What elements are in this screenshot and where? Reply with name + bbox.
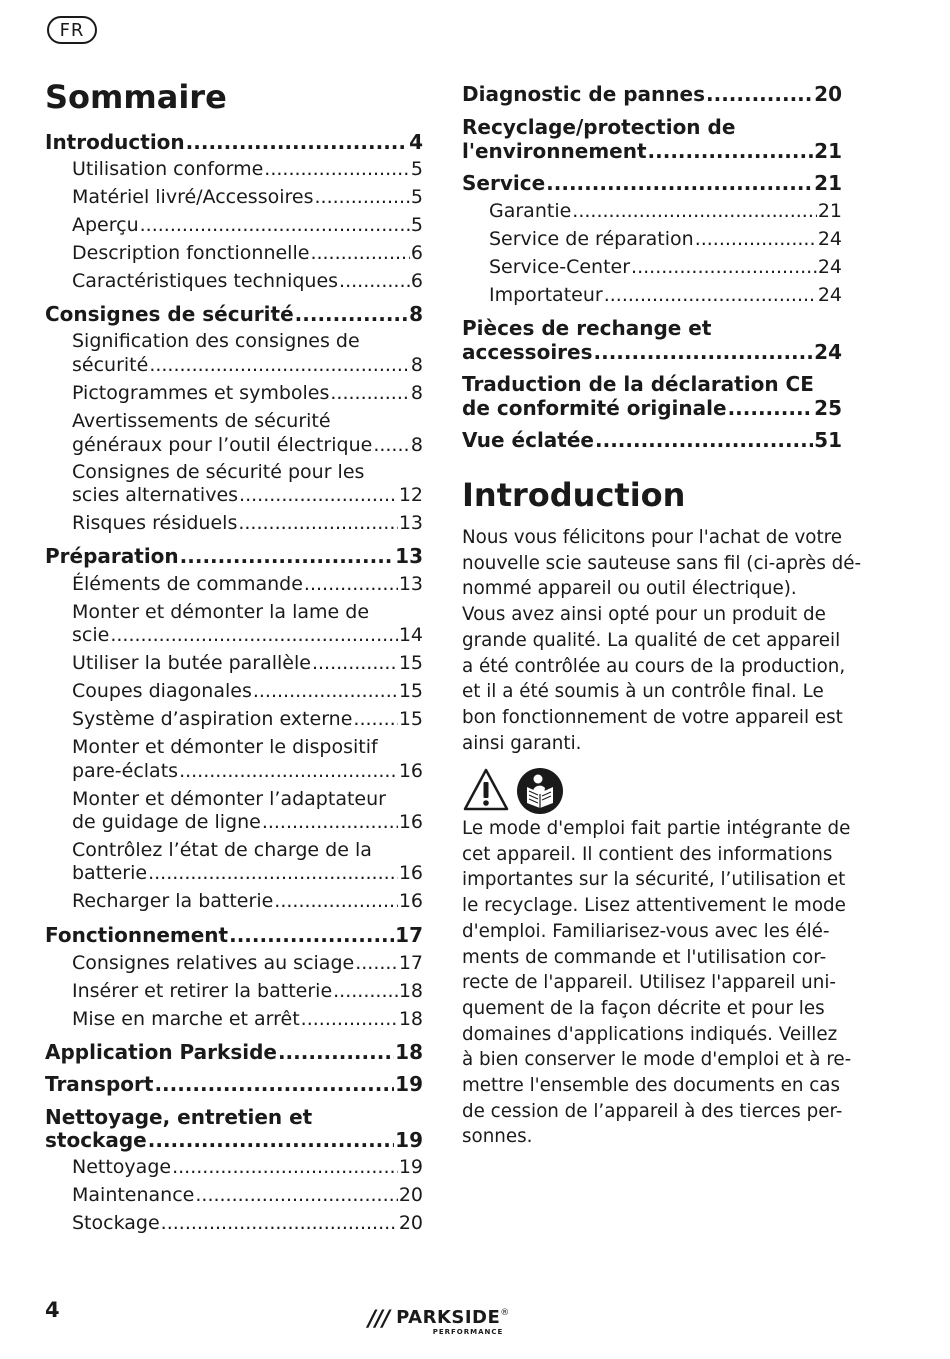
- text-line: domaines d'applications indiqués. Veillez: [462, 1023, 838, 1045]
- parkside-logo: [368, 1308, 509, 1337]
- toc-entry-lame[interactable]: scie ..... 14: [72, 624, 423, 646]
- logo-slashes: ///: [368, 1307, 390, 1332]
- toc-entry-elements[interactable]: Éléments de commande ..... 13: [72, 573, 423, 595]
- toc-entry-etat[interactable]: batterie ..... 16: [72, 862, 423, 884]
- toc-entry-scies[interactable]: scies alternatives ..... 12: [72, 484, 423, 506]
- toc-entry-materiel[interactable]: Matériel livré/Accessoires ..... 5: [72, 186, 423, 208]
- toc-entry-stockage[interactable]: Stockage ..... 20: [72, 1212, 423, 1234]
- introduction-paragraph-1: [462, 525, 862, 756]
- toc-entry-butee[interactable]: Utiliser la butée parallèle ..... 15: [72, 652, 423, 674]
- toc-title: Sommaire: [45, 78, 227, 116]
- text-line: nouvelle scie sauteuse sans fil (ci-après dé-: [462, 552, 862, 574]
- logo-brand: PARKSIDE: [396, 1307, 501, 1328]
- text-line: d'emploi. Familiarisez-vous avec les élé-: [462, 920, 830, 942]
- toc-entry-etat-line1: Contrôlez l’état de charge de la: [72, 839, 372, 861]
- toc-entry-lame-line1: Monter et démonter la lame de: [72, 601, 370, 623]
- toc-entry-fonctionnement[interactable]: Fonctionnement ..... 17: [45, 923, 423, 947]
- toc-entry-diagnostic[interactable]: Diagnostic de pannes ..... 20: [462, 82, 842, 106]
- text-line: Vous avez ainsi opté pour un produit de: [462, 604, 826, 626]
- toc-entry-adaptateur-line1: Monter et démonter l’adaptateur: [72, 788, 386, 810]
- toc-entry-signification-line1: Signification des consignes de: [72, 330, 360, 352]
- toc-entry-service[interactable]: Service ..... 21: [462, 171, 842, 195]
- toc-entry-marche[interactable]: Mise en marche et arrêt ..... 18: [72, 1008, 423, 1030]
- toc-entry-utilisation[interactable]: Utilisation conforme ..... 5: [72, 158, 423, 180]
- language-badge: FR: [47, 16, 97, 44]
- toc-entry-garantie[interactable]: Garantie ..... 21: [489, 200, 842, 222]
- toc-entry-vue[interactable]: Vue éclatée ..... 51: [462, 428, 842, 452]
- text-line: grande qualité. La qualité de cet appareil: [462, 629, 841, 651]
- toc-entry-pareeclats[interactable]: pare-éclats ..... 16: [72, 760, 423, 782]
- read-manual-icon: [516, 767, 564, 815]
- text-line: à bien conserver le mode d'emploi et à re-: [462, 1049, 852, 1071]
- toc-entry-description[interactable]: Description fonctionnelle ..... 6: [72, 242, 423, 264]
- warning-triangle-icon: [462, 767, 510, 813]
- toc-entry-sciage[interactable]: Consignes relatives au sciage ..... 17: [72, 952, 423, 974]
- logo-registered-mark: ®: [500, 1308, 510, 1318]
- introduction-paragraph-2: [462, 816, 852, 1150]
- text-line: ainsi garanti.: [462, 732, 582, 754]
- toc-entry-signification[interactable]: sécurité ..... 8: [72, 354, 423, 376]
- toc-entry-avertissements-line1: Avertissements de sécurité: [72, 410, 331, 432]
- toc-entry-pareeclats-line1: Monter et démonter le dispositif: [72, 736, 378, 758]
- safety-icons: [462, 767, 564, 815]
- toc-entry-nettoyage-line1: Nettoyage, entretien et: [45, 1105, 313, 1129]
- text-line: cet appareil. Il contient des informations: [462, 843, 833, 865]
- text-line: bon fonctionnement de votre appareil est: [462, 706, 843, 728]
- text-line: sonnes.: [462, 1126, 533, 1148]
- toc-entry-apercu[interactable]: Aperçu ..... 5: [72, 214, 423, 236]
- toc-entry-traduction[interactable]: de conformité originale ..... 25: [462, 396, 842, 420]
- text-line: Nous vous félicitons pour l'achat de votre: [462, 527, 842, 548]
- text-line: de cession de l’appareil à des tierces per-: [462, 1100, 843, 1122]
- toc-entry-risques[interactable]: Risques résiduels ..... 13: [72, 512, 423, 534]
- toc-entry-stockage-main[interactable]: stockage ..... 19: [45, 1128, 423, 1152]
- section-title-introduction: Introduction: [462, 476, 686, 514]
- page-number: 4: [45, 1298, 60, 1322]
- toc-entry-consignes[interactable]: Consignes de sécurité ..... 8: [45, 302, 423, 326]
- toc-entry-service-center[interactable]: Service-Center ..... 24: [489, 256, 842, 278]
- toc-entry-introduction[interactable]: Introduction ..... 4: [45, 130, 423, 154]
- toc-entry-recharger[interactable]: Recharger la batterie ..... 16: [72, 890, 423, 912]
- text-line: le recyclage. Lisez attentivement le mode: [462, 895, 846, 917]
- toc-entry-transport[interactable]: Transport ..... 19: [45, 1072, 423, 1096]
- toc-entry-adaptateur[interactable]: de guidage de ligne ..... 16: [72, 811, 423, 833]
- text-line: nommé appareil ou outil électrique).: [462, 578, 797, 600]
- text-line: et il a été soumis à un contrôle final. Le: [462, 681, 824, 703]
- text-line: a été contrôlée au cours de la production,: [462, 655, 846, 677]
- toc-entry-recyclage[interactable]: l'environnement ..... 21: [462, 139, 842, 163]
- toc-entry-inserer[interactable]: Insérer et retirer la batterie ..... 18: [72, 980, 423, 1002]
- toc-entry-coupes[interactable]: Coupes diagonales ..... 15: [72, 680, 423, 702]
- toc-entry-pictogrammes[interactable]: Pictogrammes et symboles ..... 8: [72, 382, 423, 404]
- text-line: ments de commande et l'utilisation cor-: [462, 946, 827, 968]
- toc-entry-avertissements[interactable]: généraux pour l’outil électrique ..... 8: [72, 434, 423, 456]
- toc-entry-pieces[interactable]: accessoires ..... 24: [462, 340, 842, 364]
- logo-subtitle: PERFORMANCE: [432, 1328, 504, 1336]
- toc-entry-application[interactable]: Application Parkside ..... 18: [45, 1040, 423, 1064]
- toc-entry-caracteristiques[interactable]: Caractéristiques techniques ..... 6: [72, 270, 423, 292]
- toc-entry-scies-line1: Consignes de sécurité pour les: [72, 461, 365, 483]
- toc-entry-importateur[interactable]: Importateur ..... 24: [489, 284, 842, 306]
- text-line: Le mode d'emploi fait partie intégrante de: [462, 818, 851, 839]
- text-line: quement de la façon décrite et pour les: [462, 997, 825, 1019]
- toc-entry-recyclage-line1: Recyclage/protection de: [462, 115, 736, 139]
- toc-entry-nettoyage[interactable]: Nettoyage ..... 19: [72, 1156, 423, 1178]
- toc-entry-maintenance[interactable]: Maintenance ..... 20: [72, 1184, 423, 1206]
- text-line: recte de l'appareil. Utilisez l'appareil uni-: [462, 972, 837, 994]
- text-line: importantes sur la sécurité, l’utilisation et: [462, 869, 846, 891]
- toc-entry-preparation[interactable]: Préparation ..... 13: [45, 544, 423, 568]
- toc-entry-pieces-line1: Pièces de rechange et: [462, 316, 712, 340]
- toc-entry-aspiration[interactable]: Système d’aspiration externe ..... 15: [72, 708, 423, 730]
- toc-entry-traduction-line1: Traduction de la déclaration CE: [462, 372, 814, 396]
- toc-entry-reparation[interactable]: Service de réparation ..... 24: [489, 228, 842, 250]
- text-line: mettre l'ensemble des documents en cas: [462, 1075, 841, 1097]
